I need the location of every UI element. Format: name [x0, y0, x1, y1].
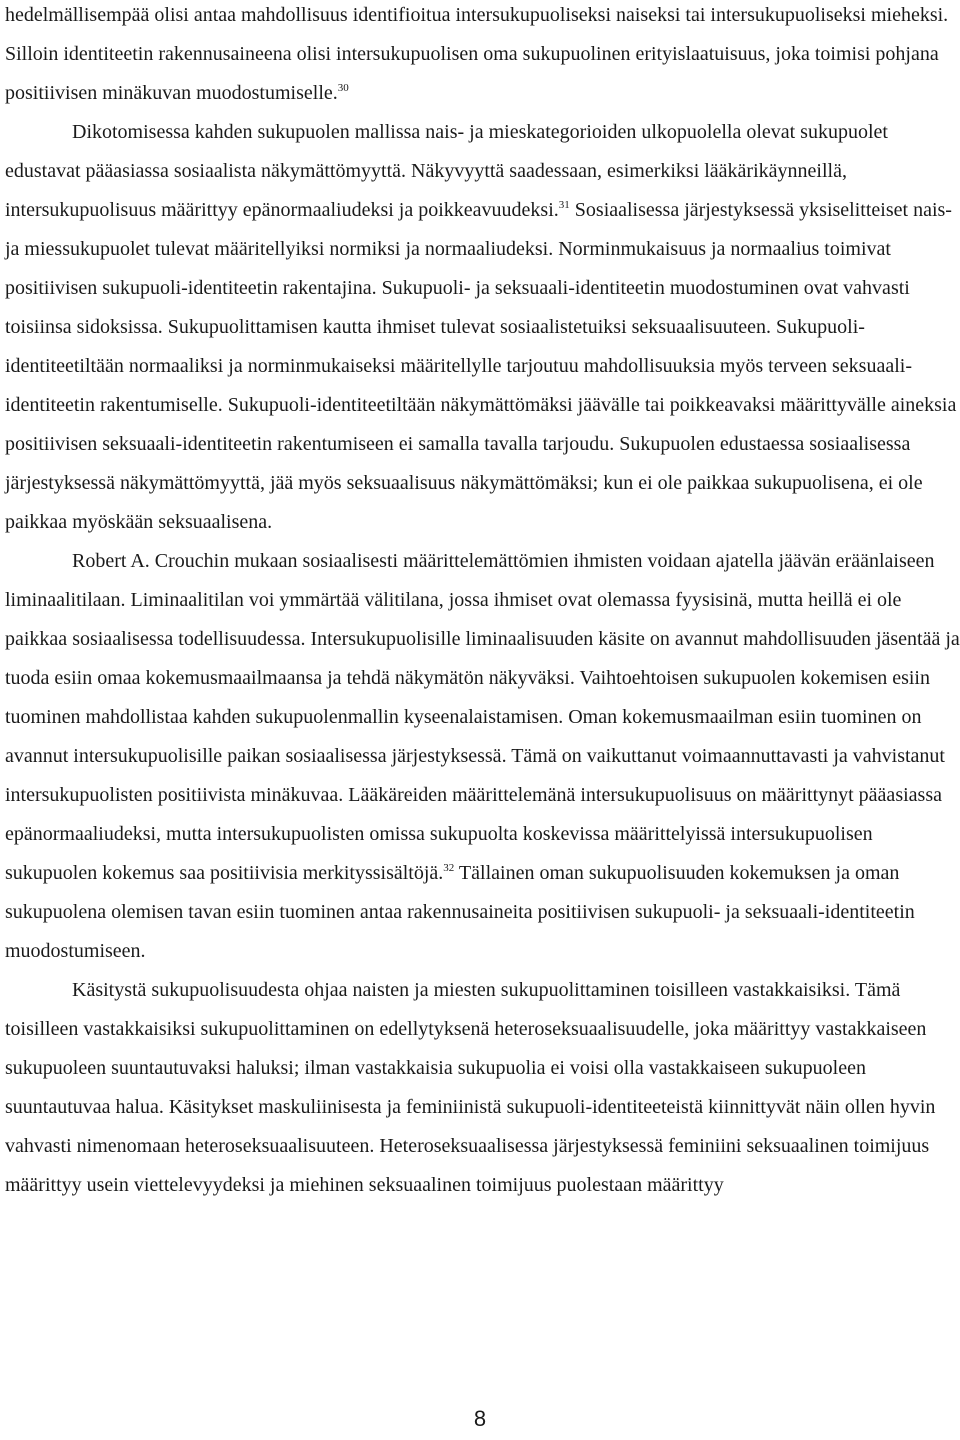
footnote-reference: 30	[337, 82, 349, 94]
paragraph	[5, 542, 960, 971]
paragraph	[5, 113, 960, 542]
footnote-reference: 32	[443, 862, 455, 874]
paragraph-text: hedelmällisempää olisi antaa mahdollisuus identifioitua intersukupuoliseksi naiseksi tai intersukupuoliseksi mieheksi. Silloin identiteetin rakennusaineena olisi intersukupuolisen oma sukupuolinen erityislaatuisuus, joka toimisi pohjana positiivisen minäkuvan muodostumiselle.	[5, 4, 949, 104]
page-number: 8	[473, 1406, 487, 1431]
document-body	[5, 0, 960, 1205]
paragraph-text: Robert A. Crouchin mukaan sosiaalisesti määrittelemättömien ihmisten voidaan ajatella jäävän eräänlaiseen liminaalitilaan. Liminaalitilan voi ymmärtää välitilana, jossa ihmiset ovat olemassa fyysisinä, mutta heillä ei ole paikkaa sosiaalisessa todellisuudessa. Intersukupuolisille liminaalisuuden käsite on avannut mahdollisuuden jäsentää ja tuoda esiin omaa kokemusmaailmaansa ja tehdä näkymätön näkyväksi. Vaihtoehtoisen sukupuolen kokemisen esiin tuominen mahdollistaa kahden sukupuolenmallin kyseenalaistamisen. Oman kokemusmaailman esiin tuominen on avannut intersukupuolisille paikan sosiaalisessa järjestyksessä. Tämä on vaikuttanut voimaannuttavasti ja vahvistanut intersukupuolisten positiivista minäkuvaa. Lääkäreiden määrittelemänä intersukupuolisuus on määrittynyt pääasiassa epänormaaliudeksi, mutta intersukupuolisten omissa sukupuolta koskevissa määrittelyissä intersukupuolisen sukupuolen kokemus saa positiivisia merkityssisältöjä.	[5, 550, 960, 884]
footnote-reference: 31	[558, 199, 570, 211]
paragraph-text: Tällainen oman sukupuolisuuden kokemuksen ja oman sukupuolena olemisen tavan esiin tuominen antaa rakennusaineita positiivisen sukupuoli- ja seksuaali-identiteetin muodostumiseen.	[5, 862, 915, 962]
paragraph-text: Dikotomisessa kahden sukupuolen mallissa nais- ja mieskategorioiden ulkopuolella olevat sukupuolet edustavat pääasiassa sosiaalista näkymättömyyttä. Näkyvyyttä saadessaan, esimerkiksi lääkärikäynneillä, intersukupuolisuus määrittyy epänormaaliudeksi ja poikkeavuudeksi.	[5, 121, 888, 221]
paragraph-text: Sosiaalisessa järjestyksessä yksiselitteiset nais- ja miessukupuolet tulevat määritellyiksi normiksi ja normaaliudeksi. Norminmukaisuus ja normaalius toimivat positiivisen sukupuoli-identiteetin rakentajina. Sukupuoli- ja seksuaali-identiteetin muodostuminen ovat vahvasti toisiinsa sidoksissa. Sukupuolittamisen kautta ihmiset tulevat sosiaalistetuiksi seksuaalisuuteen. Sukupuoli-identiteetiltään normaaliksi ja norminmukaiseksi määritellylle tarjoutuu mahdollisuuksia myös terveen seksuaali-identiteetin rakentumiselle. Sukupuoli-identiteetiltään näkymättömäksi jäävälle tai poikkeavaksi määrittyvälle aineksia positiivisen seksuaali-identiteetin rakentumiseen ei samalla tavalla tarjoudu. Sukupuolen edustaessa sosiaalisessa järjestyksessä näkymättömyyttä, jää myös seksuaalisuus näkymättömäksi; kun ei ole paikkaa sukupuolisena, ei ole paikkaa myöskään seksuaalisena.	[5, 199, 957, 533]
paragraph	[5, 0, 960, 113]
paragraph	[5, 971, 960, 1205]
paragraph-text: Käsitystä sukupuolisuudesta ohjaa naisten ja miesten sukupuolittaminen toisilleen vastakkaisiksi. Tämä toisilleen vastakkaisiksi sukupuolittaminen on edellytyksenä heteroseksuaalisuudelle, joka määrittyy vastakkaiseen sukupuoleen suuntautuvaksi haluksi; ilman vastakkaisia sukupuolia ei voisi olla vastakkaiseen sukupuoleen suuntautuvaa halua. Käsitykset maskuliinisesta ja feminiinistä sukupuoli-identiteeteistä kiinnittyvät näin ollen hyvin vahvasti nimenomaan heteroseksuaalisuuteen. Heteroseksuaalisessa järjestyksessä feminiini seksuaalinen toimijuus määrittyy usein viettelevyydeksi ja miehinen seksuaalinen toimijuus puolestaan määrittyy	[5, 979, 936, 1196]
